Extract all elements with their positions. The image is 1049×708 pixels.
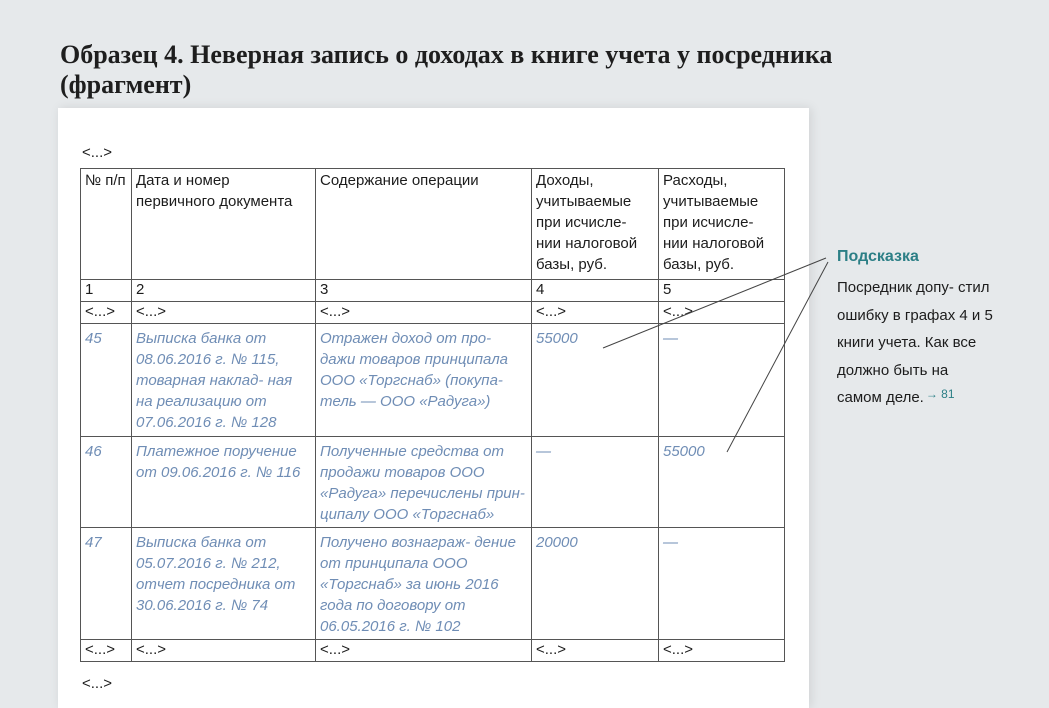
column-number: 1	[81, 280, 132, 302]
ellipsis-top: <...>	[82, 144, 113, 161]
hint-body: Посредник допу- стил ошибку в графах 4 и 5 книги учета. Как все должно быть на самом деле.	[837, 279, 993, 406]
header-cell: № п/п	[81, 169, 132, 280]
hint-text	[837, 274, 997, 413]
operation-cell: Полученные средства от продажи товаров ООО «Радуга» перечислены прин- ципалу ООО «Торгснаб»	[316, 437, 532, 528]
ellipsis-bottom: <...>	[82, 675, 113, 692]
ellipsis-cell: <...>	[316, 302, 532, 324]
ellipsis-cell: <...>	[132, 640, 316, 662]
page-reference-link[interactable]: → 81	[925, 387, 955, 401]
document-cell: Платежное поручение от 09.06.2016 г. № 116	[132, 437, 316, 528]
operation-cell: Получено вознаграж- дение от принципала ООО «Торгснаб» за июнь 2016 года по договору от 06.05.2016 г. № 102	[316, 528, 532, 640]
income-cell: —	[532, 437, 659, 528]
income-cell: 55000	[532, 324, 659, 437]
ellipsis-cell: <...>	[532, 640, 659, 662]
column-number: 5	[659, 280, 785, 302]
ellipsis-cell: <...>	[532, 302, 659, 324]
column-number: 4	[532, 280, 659, 302]
expense-cell: —	[659, 324, 785, 437]
ellipsis-cell: <...>	[132, 302, 316, 324]
row-number: 46	[81, 437, 132, 528]
header-cell: Доходы, учитываемые при исчисле- нии налоговой базы, руб.	[532, 169, 659, 280]
income-cell: 20000	[532, 528, 659, 640]
ellipsis-cell: <...>	[81, 640, 132, 662]
header-cell: Расходы, учитываемые при исчисле- нии налоговой базы, руб.	[659, 169, 785, 280]
header-cell: Содержание операции	[316, 169, 532, 280]
expense-cell: —	[659, 528, 785, 640]
ellipsis-cell: <...>	[659, 640, 785, 662]
row-number: 45	[81, 324, 132, 437]
expense-cell: 55000	[659, 437, 785, 528]
header-cell: Дата и номер первичного документа	[132, 169, 316, 280]
document-cell: Выписка банка от 05.07.2016 г. № 212, отчет посредника от 30.06.2016 г. № 74	[132, 528, 316, 640]
page-title: Образец 4. Неверная запись о доходах в книге учета у посредника (фрагмент)	[60, 40, 833, 99]
column-number: 2	[132, 280, 316, 302]
ellipsis-cell: <...>	[659, 302, 785, 324]
hint-pointer-income	[603, 258, 826, 348]
ellipsis-cell: <...>	[81, 302, 132, 324]
hint-pointer-expense	[727, 262, 828, 452]
operation-cell: Отражен доход от про- дажи товаров принципала ООО «Торгснаб» (покупа- тель — ООО «Радуга»)	[316, 324, 532, 437]
column-number: 3	[316, 280, 532, 302]
hint-title: Подсказка	[837, 248, 919, 265]
row-number: 47	[81, 528, 132, 640]
ellipsis-cell: <...>	[316, 640, 532, 662]
document-cell: Выписка банка от 08.06.2016 г. № 115, товарная наклад- ная на реализацию от 07.06.2016 г. № 128	[132, 324, 316, 437]
